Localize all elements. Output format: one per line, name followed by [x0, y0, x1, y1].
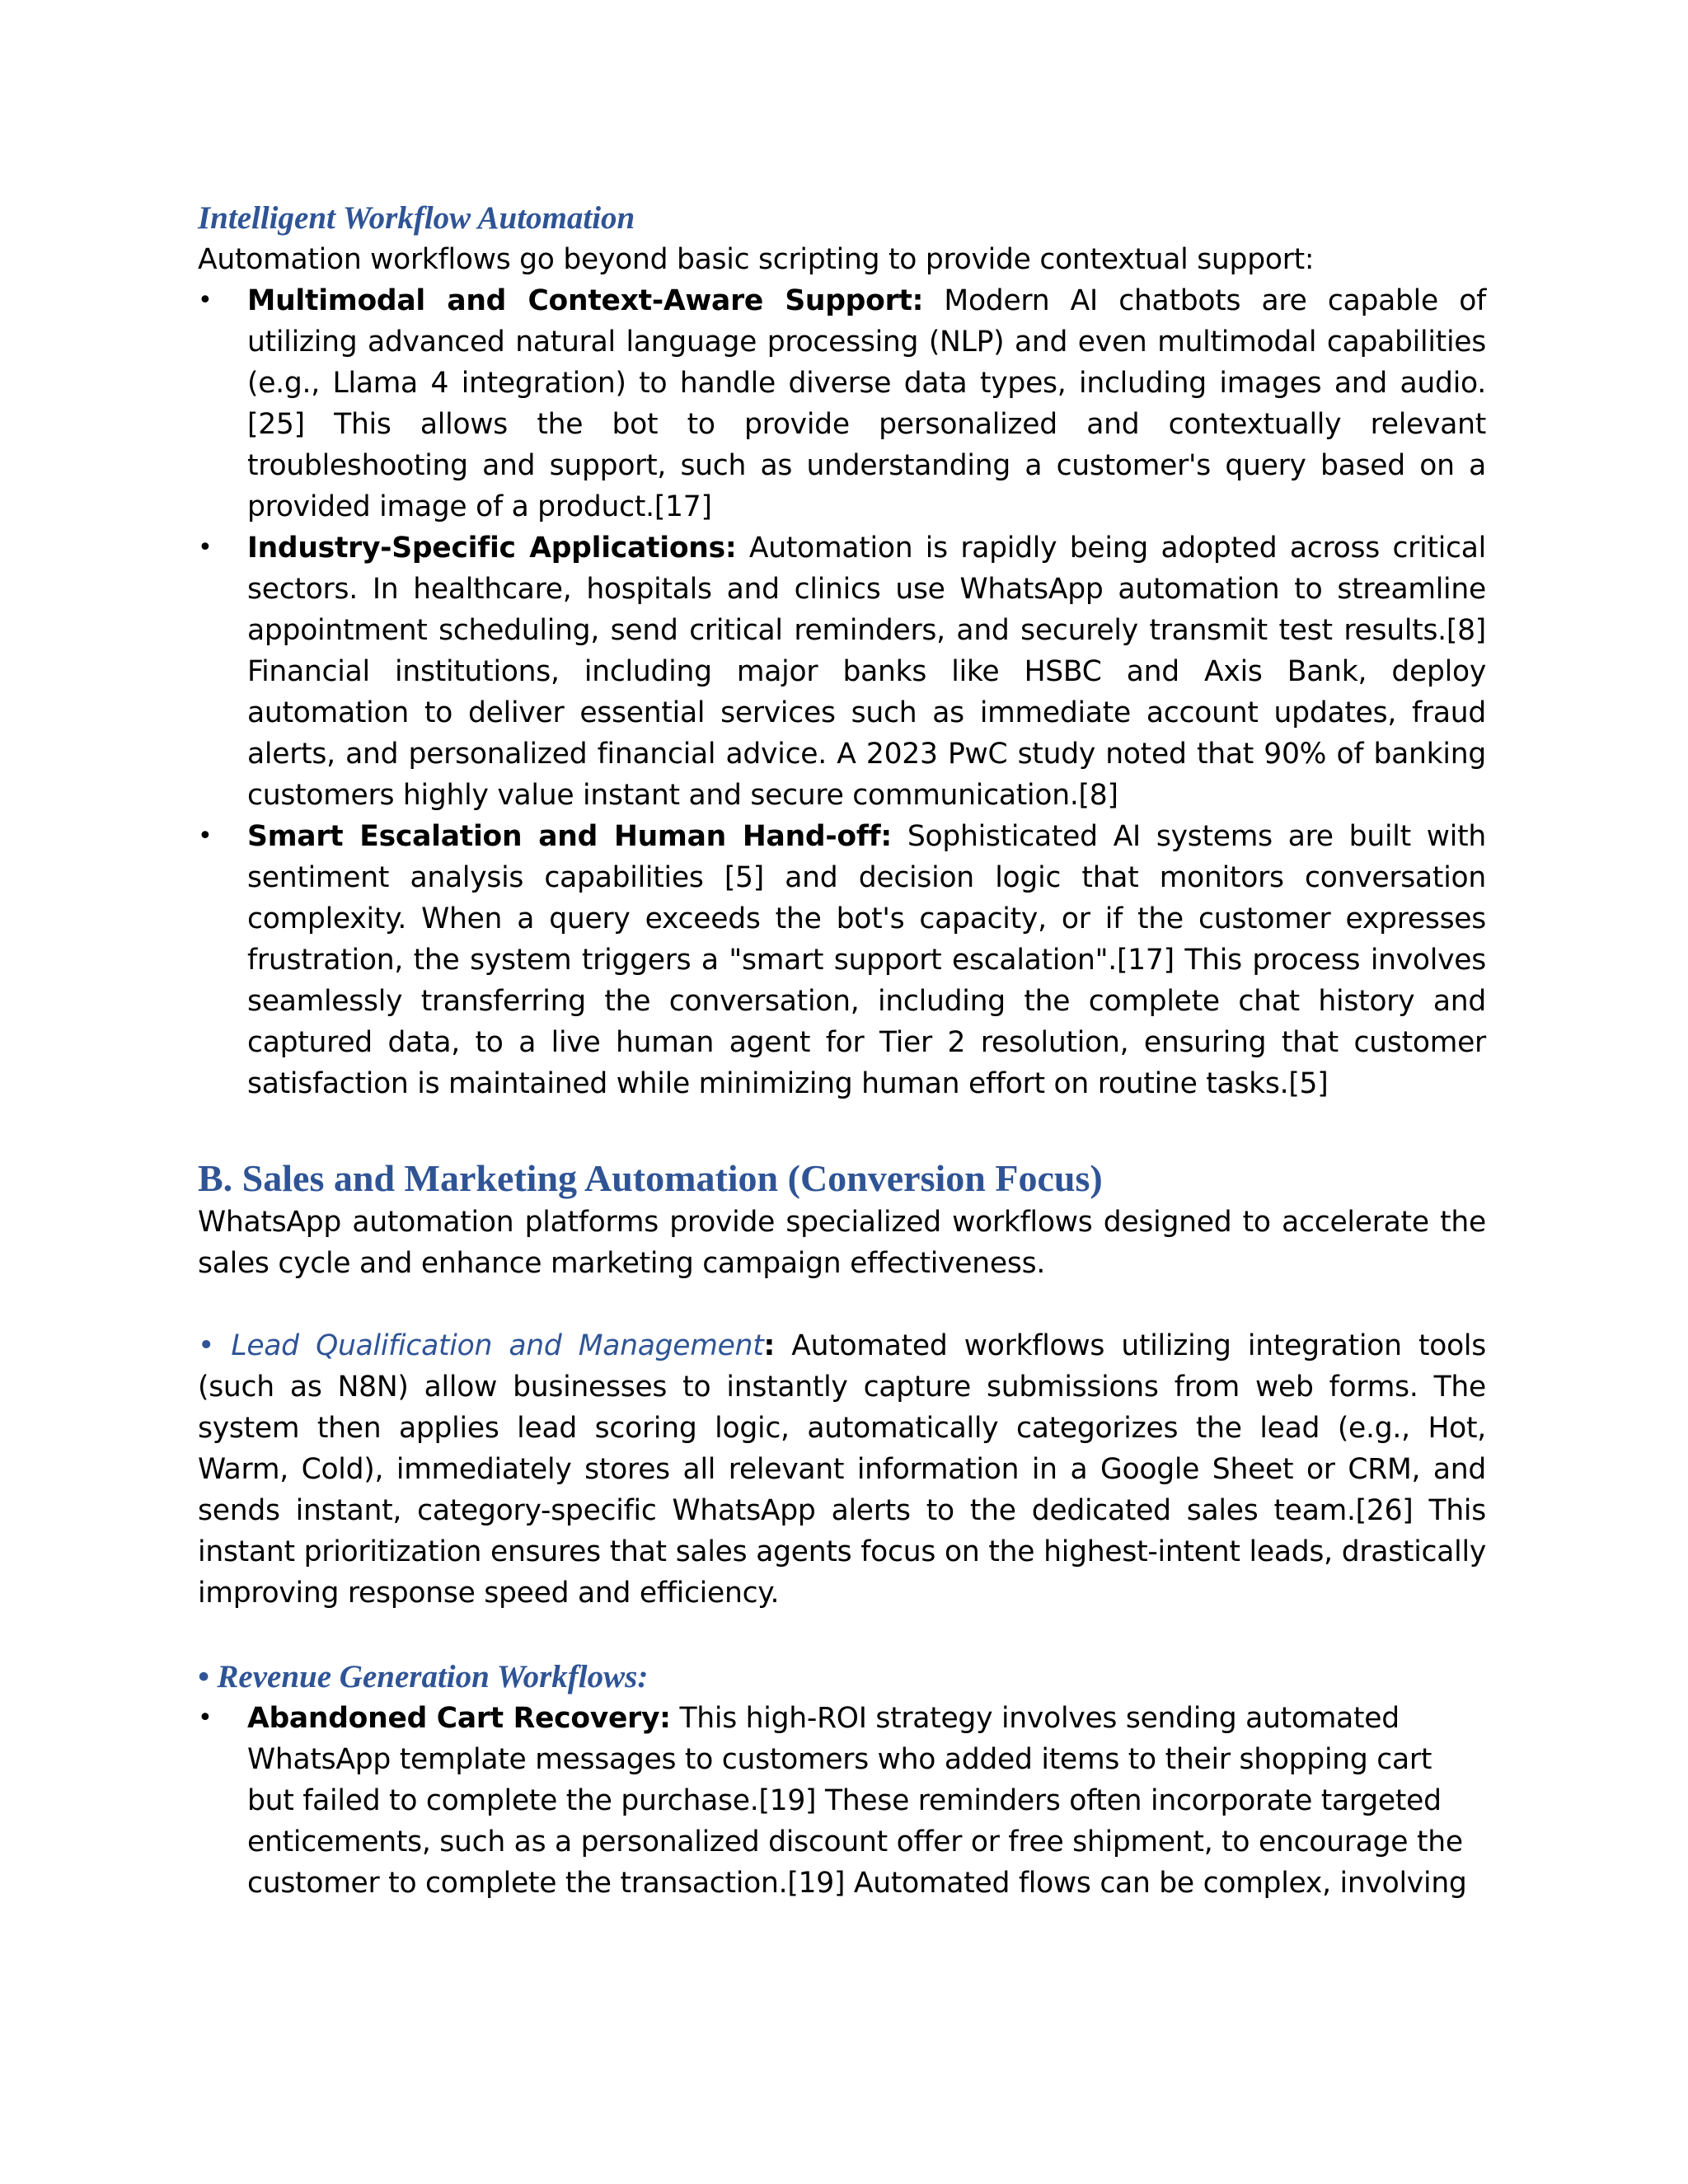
- revenue-list: [198, 1698, 1486, 1904]
- spacer: [198, 1104, 1486, 1155]
- list-item: [198, 816, 1486, 1104]
- lead-paragraph: [198, 1325, 1486, 1614]
- spacer: [198, 1284, 1486, 1325]
- list-item-title: Abandoned Cart Recovery:: [247, 1702, 671, 1735]
- list-item: [198, 280, 1486, 527]
- list-item-title: Industry-Specific Applications:: [247, 532, 737, 565]
- list-item-body: Modern AI chatbots are capable of utilizing advanced natural language processing (NLP) and even multimodal capabilities (e.g., Llama 4 integration) to handle diverse data types, including images and audio.[25] This allows the bot to provide personalized and contextually relevant troubleshooting and support, such as understanding a customer's query based on a provided image of a product.[17]: [247, 284, 1487, 523]
- spacer: [198, 1614, 1486, 1657]
- revenue-heading: • Revenue Generation Workflows:: [198, 1659, 649, 1694]
- lead-body: Automated workflows utilizing integration tools (such as N8N) allow businesses to instantly capture submissions from web forms. The system then applies lead scoring logic, automatically categorizes the lead (e.g., Hot, Warm, Cold), immediately stores all relevant information in a Google Sheet or CRM, and sends instant, category-specific WhatsApp alerts to the dedicated sales team.[26] This instant prioritization ensures that sales agents focus on the highest-intent leads, drastically improving response speed and efficiency.: [198, 1329, 1486, 1610]
- list-item-body: Automation is rapidly being adopted across critical sectors. In healthcare, hospitals and clinics use WhatsApp automation to streamline appointment scheduling, send critical reminders, and securely transmit test results.[8] Financial institutions, including major banks like HSBC and Axis Bank, deploy automation to deliver essential services such as immediate account updates, fraud alerts, and personalized financial advice. A 2023 PwC study noted that 90% of banking customers highly value instant and secure communication.[8]: [247, 532, 1486, 812]
- lead-label: • Lead Qualification and Management: [198, 1329, 764, 1362]
- list-item-title: Multimodal and Context-Aware Support:: [247, 284, 924, 317]
- list-item-body: This high-ROI strategy involves sending automated WhatsApp template messages to customers who added items to their shopping cart but failed to complete the purchase.[19] These reminders often incorporate targeted enticements, such as a personalized discount offer or free shipment, to encourage the customer to complete the transaction.[19] Automated flows can be complex, involving: [247, 1702, 1467, 1900]
- list-item: [198, 1698, 1486, 1904]
- bullet-icon: •: [198, 1704, 213, 1732]
- page-content: [198, 198, 1486, 1904]
- bullet-icon: •: [198, 822, 213, 851]
- list-item-title: Smart Escalation and Human Hand-off:: [247, 820, 892, 853]
- sales-heading: B. Sales and Marketing Automation (Conversion Focus): [198, 1157, 1103, 1199]
- workflow-intro: Automation workflows go beyond basic scripting to provide contextual support:: [198, 243, 1315, 276]
- bullet-icon: •: [198, 286, 213, 315]
- workflow-list: [198, 280, 1486, 1104]
- list-item-body: Sophisticated AI systems are built with sentiment analysis capabilities [5] and decision logic that monitors conversation complexity. When a query exceeds the bot's capacity, or if the customer expresses frustration, the system triggers a "smart support escalation".[17] This process involves seamlessly transferring the conversation, including the complete chat history and captured data, to a live human agent for Tier 2 resolution, ensuring that customer satisfaction is maintained while minimizing human effort on routine tasks.[5]: [247, 820, 1486, 1100]
- bullet-icon: •: [198, 533, 213, 562]
- list-item: [198, 527, 1486, 816]
- lead-colon: :: [763, 1329, 776, 1362]
- workflow-heading: Intelligent Workflow Automation: [198, 200, 635, 236]
- sales-intro: WhatsApp automation platforms provide specialized workflows designed to accelerate the sales cycle and enhance marketing campaign effectiveness.: [198, 1206, 1486, 1280]
